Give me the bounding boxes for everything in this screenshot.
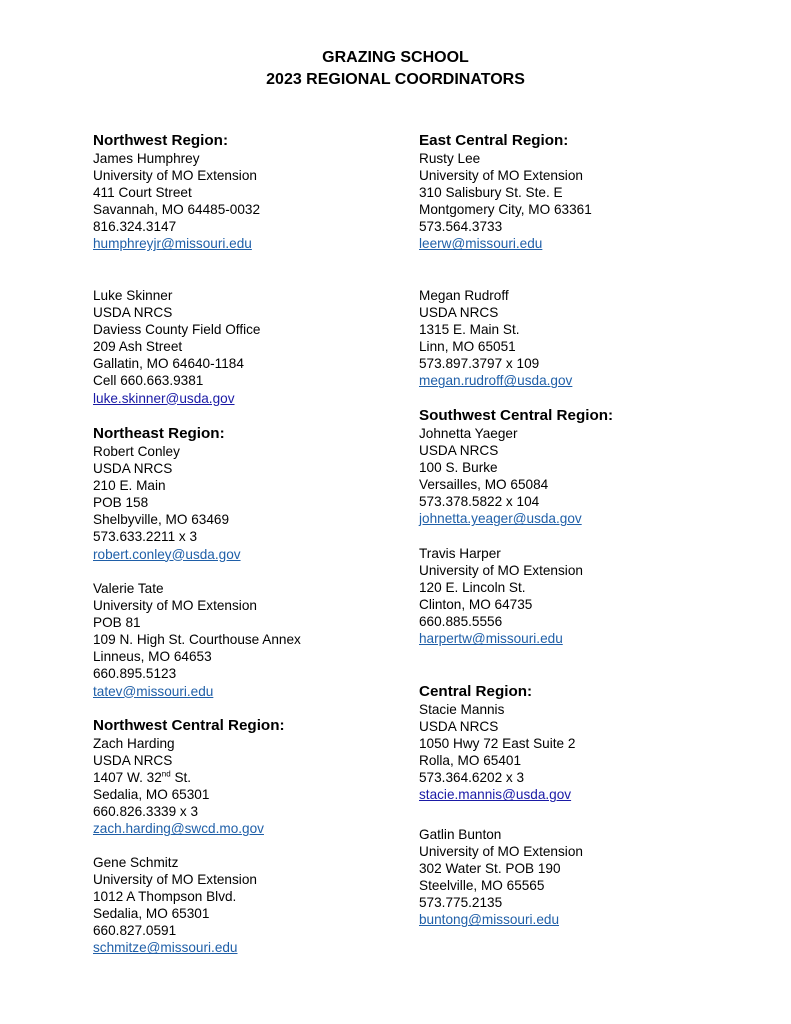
contact-address: POB 81: [93, 615, 141, 631]
northwest-central-region: [93, 716, 285, 838]
contact-phone: 660.827.0591: [93, 923, 177, 939]
contact-city: Savannah, MO 64485-0032: [93, 202, 261, 218]
contact-name: Gene Schmitz: [93, 855, 179, 870]
contact-email-link[interactable]: luke.skinner@usda.gov: [93, 390, 235, 406]
contact-phone: 573.633.2211 x 3: [93, 529, 198, 545]
contact-org: University of MO Extension: [93, 598, 257, 614]
contact-org: University of MO Extension: [419, 844, 583, 860]
contact-city: Linneus, MO 64653: [93, 649, 212, 665]
central-region: [419, 682, 575, 804]
contact-org: University of MO Extension: [419, 168, 583, 184]
contact-email-link[interactable]: tatev@missouri.edu: [93, 683, 214, 699]
contact-city: Montgomery City, MO 63361: [419, 202, 592, 218]
ordinal-suffix: nd: [161, 769, 171, 779]
contact-city: Gallatin, MO 64640-1184: [93, 356, 244, 372]
southwest-central-region: [419, 406, 613, 528]
contact-phone: 573.775.2135: [419, 895, 503, 911]
region-heading: Northeast Region:: [93, 425, 225, 442]
contact-name: Luke Skinner: [93, 288, 173, 303]
contact-name: Stacie Mannis: [419, 702, 505, 717]
contact-address: 120 E. Lincoln St.: [419, 580, 526, 596]
contact-name: Gatlin Bunton: [419, 827, 502, 842]
contact-org: USDA NRCS: [419, 305, 499, 321]
central-region-contact-2: [419, 826, 583, 929]
contact-phone: 573.897.3797 x 109: [419, 356, 540, 372]
contact-name: Travis Harper: [419, 546, 501, 561]
contact-email-link[interactable]: johnetta.yeager@usda.gov: [419, 511, 582, 527]
contact-name: Megan Rudroff: [419, 288, 509, 303]
contact-phone: 660.885.5556: [419, 614, 503, 630]
contact-org: University of MO Extension: [93, 168, 257, 184]
contact-org: University of MO Extension: [419, 563, 583, 579]
contact-org: USDA NRCS: [93, 305, 173, 321]
contact-phone: 816.324.3147: [93, 219, 177, 235]
contact-city: Shelbyville, MO 63469: [93, 512, 230, 528]
east-central-region-contact-2: [419, 287, 572, 390]
contact-org: USDA NRCS: [419, 443, 499, 459]
contact-address: 210 E. Main: [93, 478, 166, 494]
northwest-region: [93, 131, 260, 253]
contact-name: Valerie Tate: [93, 581, 164, 596]
southwest-central-region-contact-2: [419, 545, 583, 648]
northwest-region-contact-2: [93, 287, 260, 407]
contact-email-link[interactable]: leerw@missouri.edu: [419, 236, 543, 252]
contact-org: USDA NRCS: [93, 753, 173, 769]
contact-name: Johnetta Yaeger: [419, 426, 518, 441]
contact-email-link[interactable]: megan.rudroff@usda.gov: [419, 373, 573, 389]
contact-city: Steelville, MO 65565: [419, 878, 545, 894]
contact-name: James Humphrey: [93, 151, 200, 166]
contact-email-link[interactable]: harpertw@missouri.edu: [419, 631, 563, 647]
contact-address: 209 Ash Street: [93, 339, 183, 355]
contact-org: USDA NRCS: [419, 719, 499, 735]
region-heading: Southwest Central Region:: [419, 407, 614, 424]
contact-phone: 660.826.3339 x 3: [93, 804, 199, 820]
contact-address: 310 Salisbury St. Ste. E: [419, 185, 563, 201]
northeast-region-contact-2: [93, 580, 301, 700]
contact-address: 302 Water St. POB 190: [419, 861, 561, 877]
contact-office: Daviess County Field Office: [93, 322, 261, 338]
contact-email-link[interactable]: stacie.mannis@usda.gov: [419, 787, 572, 803]
region-heading: Northwest Region:: [93, 132, 228, 149]
contact-email-link[interactable]: zach.harding@swcd.mo.gov: [93, 821, 264, 837]
northeast-region: [93, 424, 241, 563]
contact-email-link[interactable]: humphreyjr@missouri.edu: [93, 236, 252, 252]
contact-address: 100 S. Burke: [419, 460, 498, 476]
contact-address-2: 109 N. High St. Courthouse Annex: [93, 632, 301, 648]
northwest-central-region-contact-2: [93, 854, 257, 957]
contact-name: Robert Conley: [93, 444, 180, 459]
contact-city: Versailles, MO 65084: [419, 477, 549, 493]
contact-city: Rolla, MO 65401: [419, 753, 522, 769]
contact-city: Linn, MO 65051: [419, 339, 516, 355]
contact-address: 1407 W. 32nd St.: [93, 769, 192, 786]
region-heading: Central Region:: [419, 683, 533, 700]
contact-address: 1012 A Thompson Blvd.: [93, 889, 237, 905]
contact-address-2: POB 158: [93, 495, 149, 511]
contact-org: University of MO Extension: [93, 872, 257, 888]
region-heading: East Central Region:: [419, 132, 569, 149]
contact-address: 411 Court Street: [93, 185, 192, 201]
contact-city: Sedalia, MO 65301: [93, 906, 210, 922]
page-title: GRAZING SCHOOL: [322, 49, 469, 66]
contact-phone: 573.364.6202 x 3: [419, 770, 525, 786]
east-central-region: [419, 131, 592, 253]
contact-email-link[interactable]: schmitze@missouri.edu: [93, 940, 238, 956]
contact-city: Sedalia, MO 65301: [93, 787, 210, 803]
contact-address: 1050 Hwy 72 East Suite 2: [419, 736, 576, 752]
contact-phone: Cell 660.663.9381: [93, 373, 204, 389]
contact-phone: 573.564.3733: [419, 219, 503, 235]
region-heading: Northwest Central Region:: [93, 717, 285, 734]
contact-email-link[interactable]: robert.conley@usda.gov: [93, 546, 241, 562]
contact-city: Clinton, MO 64735: [419, 597, 533, 613]
contact-name: Rusty Lee: [419, 151, 481, 166]
page-subtitle: 2023 REGIONAL COORDINATORS: [266, 71, 525, 88]
contact-address: 1315 E. Main St.: [419, 322, 520, 338]
contact-name: Zach Harding: [93, 736, 175, 751]
contact-phone: 660.895.5123: [93, 666, 177, 682]
contact-phone: 573.378.5822 x 104: [419, 494, 540, 510]
contact-org: USDA NRCS: [93, 461, 173, 477]
contact-email-link[interactable]: buntong@missouri.edu: [419, 912, 559, 928]
